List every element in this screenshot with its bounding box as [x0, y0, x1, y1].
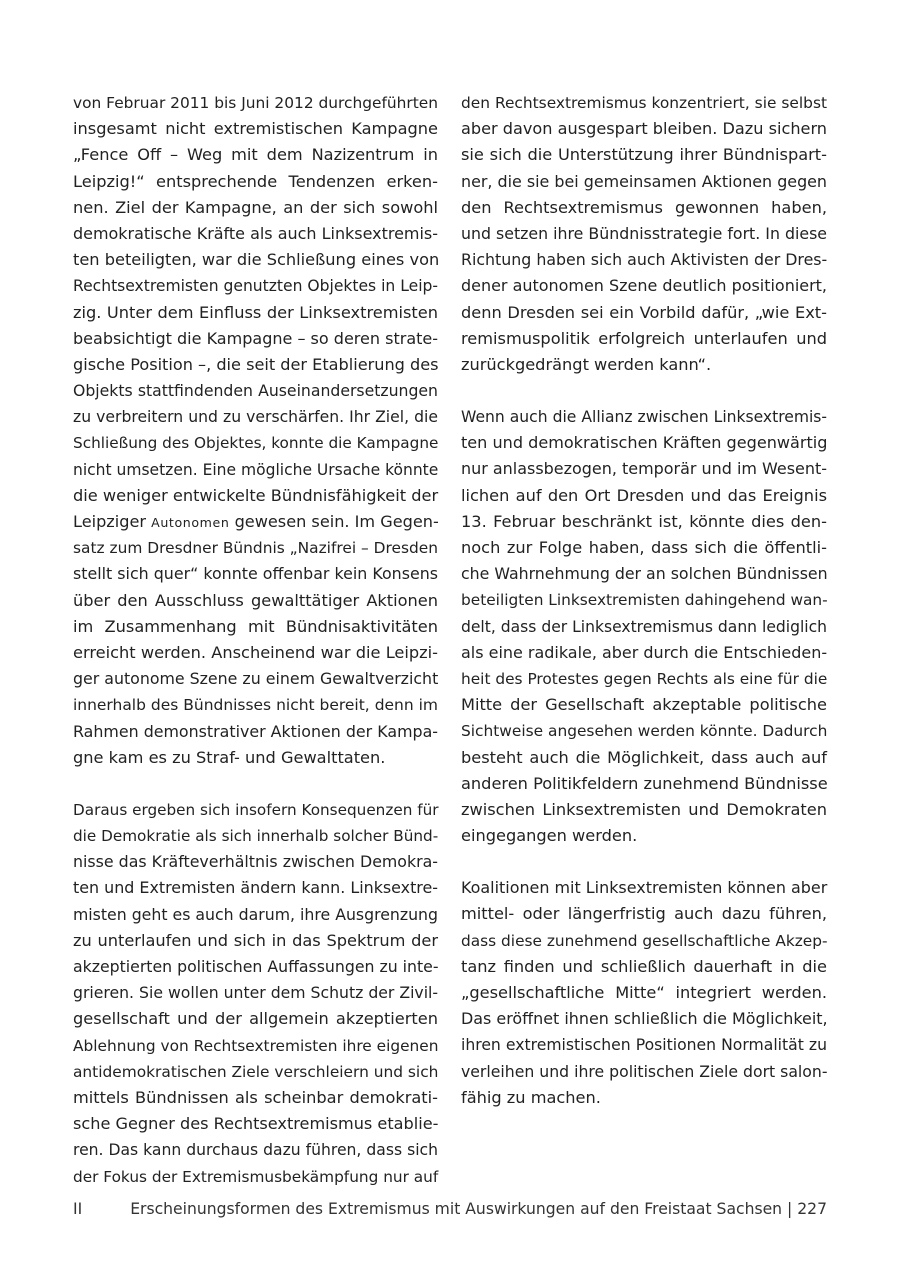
text-line: insgesamt nicht extremistischen Kampagne: [73, 119, 438, 139]
text-line: zwischen Linksextremisten und Demokraten: [461, 799, 827, 819]
text-line: demokratische Kräfte als auch Linksextremis-: [73, 223, 438, 243]
text-line: ger autonome Szene zu einem Gewaltverzicht: [73, 669, 439, 689]
text-line: über den Ausschluss gewalttätiger Aktionen: [73, 590, 438, 610]
text-line: zig. Unter dem Einfluss der Linksextremisten: [73, 302, 438, 322]
text-fragment: gewesen sein. Im Gegen-: [229, 512, 439, 531]
text-line: akzeptierten politischen Auffassungen zu inte-: [73, 957, 439, 976]
text-line: ihren extremistischen Positionen Normalität zu: [461, 1035, 827, 1055]
text-line: ten und Extremisten ändern kann. Linksextre-: [73, 878, 438, 898]
text-line: ren. Das kann durchaus dazu führen, dass sich: [73, 1141, 438, 1160]
text-line: Schließung des Objektes, konnte die Kampagne: [73, 434, 439, 453]
text-line: nisse das Kräfteverhältnis zwischen Demokra-: [73, 852, 438, 872]
paragraph-gap: [73, 771, 438, 797]
text-line: aber davon ausgespart bleiben. Dazu sichern: [461, 119, 827, 139]
paragraph-left-1: [73, 90, 438, 771]
text-line: verleihen und ihre politischen Ziele dort salon-: [461, 1061, 828, 1081]
text-line: Ablehnung von Rechtsextremisten ihre eigenen: [73, 1036, 439, 1055]
paragraph-right-3: [461, 875, 827, 1111]
text-line: grieren. Sie wollen unter dem Schutz der Zivil-: [73, 983, 439, 1003]
text-line: Sichtweise angesehen werden könnte. Dadurch: [461, 722, 828, 741]
text-line: „Fence Off – Weg mit dem Nazizentrum in: [73, 145, 438, 165]
text-line: Leipzig!“ entsprechende Tendenzen erken-: [73, 171, 438, 191]
text-line: zu verbreitern und zu verschärfen. Ihr Ziel, die: [73, 407, 438, 427]
text-line: zu unterlaufen und sich in das Spektrum der: [73, 930, 438, 950]
text-line: von Februar 2011 bis Juni 2012 durchgeführten: [73, 94, 438, 112]
text-line: mittels Bündnissen als scheinbar demokrati-: [73, 1087, 438, 1107]
text-line: nur anlassbezogen, temporär und im Wesent-: [461, 459, 828, 479]
text-line: gische Position –, die seit der Etablierung des: [73, 354, 439, 374]
text-line: antidemokratischen Ziele verschleiern und sich: [73, 1062, 439, 1081]
paragraph-right-1: [461, 90, 827, 378]
text-line: Mitte der Gesellschaft akzeptable politische: [461, 695, 827, 715]
text-fragment: Leipziger: [73, 512, 152, 531]
text-line: die weniger entwickelte Bündnisfähigkeit der: [73, 485, 439, 505]
text-line: gesellschaft und der allgemein akzeptierten: [73, 1009, 438, 1029]
text-line: Wenn auch die Allianz zwischen Linksextremis-: [461, 408, 827, 427]
text-line: Richtung haben sich auch Aktivisten der Dres-: [461, 250, 828, 270]
text-line: und setzen ihre Bündnisstrategie fort. In diese: [461, 223, 827, 243]
text-line: zurückgedrängt werden kann“.: [461, 354, 712, 374]
text-line: che Wahrnehmung der an solchen Bündnissen: [461, 564, 828, 584]
text-line: nicht umsetzen. Eine mögliche Ursache könnte: [73, 460, 439, 479]
text-line: misten geht es auch darum, ihre Ausgrenzung: [73, 904, 438, 924]
text-line: Rahmen demonstrativer Aktionen der Kampa-: [73, 721, 438, 741]
text-line: innerhalb des Bündnisses nicht bereit, denn im: [73, 696, 438, 715]
text-line: remismuspolitik erfolgreich unterlaufen und: [461, 328, 827, 348]
running-title-and-page-number: Erscheinungsformen des Extremismus mit Auswirkungen auf den Freistaat Sachsen | 227: [130, 1200, 827, 1218]
text-line: lichen auf den Ort Dresden und das Ereignis: [461, 485, 827, 505]
text-line: tanz finden und schließlich dauerhaft in die: [461, 956, 827, 976]
text-line: Rechtsextremisten genutzten Objektes in Leip-: [73, 277, 438, 296]
text-line: den Rechtsextremismus gewonnen haben,: [461, 197, 827, 217]
text-line: eingegangen werden.: [461, 826, 638, 846]
text-line: ten beteiligten, war die Schließung eines von: [73, 250, 440, 270]
text-line: satz zum Dresdner Bündnis „Nazifrei – Dresden: [73, 539, 438, 558]
smallcaps-term: Autonomen: [151, 515, 230, 530]
paragraph-gap: [461, 849, 827, 875]
text-line: dass diese zunehmend gesellschaftliche Akzep-: [461, 931, 828, 950]
text-line: beabsichtigt die Kampagne – so deren strate-: [73, 328, 439, 348]
text-line: Das eröffnet ihnen schließlich die Möglichkeit,: [461, 1009, 828, 1029]
text-line: im Zusammenhang mit Bündnisaktivitäten: [73, 616, 438, 636]
text-line: 13. Februar beschränkt ist, könnte dies den-: [461, 511, 827, 531]
chapter-number: II: [73, 1200, 83, 1218]
paragraph-gap: [461, 378, 827, 404]
text-line: dener autonomen Szene deutlich positioniert,: [461, 276, 827, 296]
text-line: sche Gegner des Rechtsextremismus etablie-: [73, 1114, 439, 1134]
text-line: die Demokratie als sich innerhalb solcher Bünd-: [73, 827, 439, 846]
text-line: delt, dass der Linksextremismus dann lediglich: [461, 617, 827, 636]
text-line: gne kam es zu Straf- und Gewalttaten.: [73, 747, 386, 767]
text-line: anderen Politikfeldern zunehmend Bündnisse: [461, 773, 828, 793]
text-line: „gesellschaftliche Mitte“ integriert werden.: [461, 983, 827, 1002]
text-line: stellt sich quer“ konnte offenbar kein Konsens: [73, 564, 438, 584]
text-line: den Rechtsextremismus konzentriert, sie selbst: [461, 94, 827, 112]
text-line: Koalitionen mit Linksextremisten können aber: [461, 878, 828, 898]
text-line: ner, die sie bei gemeinsamen Aktionen gegen: [461, 171, 827, 191]
text-line: mittel- oder längerfristig auch dazu führen,: [461, 904, 827, 924]
text-line: besteht auch die Möglichkeit, dass auch auf: [461, 747, 827, 767]
text-line: beteiligten Linksextremisten dahingehend wan-: [461, 591, 828, 610]
text-line-with-smallcaps: [73, 509, 438, 535]
text-line: als eine radikale, aber durch die Entschieden-: [461, 642, 828, 662]
text-line: heit des Protestes gegen Rechts als eine für die: [461, 669, 828, 688]
text-line: sie sich die Unterstützung ihrer Bündnispart-: [461, 145, 827, 165]
paragraph-right-2: [461, 404, 827, 849]
text-line: denn Dresden sei ein Vorbild dafür, „wie Ext-: [461, 302, 827, 322]
text-line: noch zur Folge haben, dass sich die öffentli-: [461, 538, 827, 557]
text-line: der Fokus der Extremismusbekämpfung nur auf: [73, 1167, 439, 1186]
text-line: Daraus ergeben sich insofern Konsequenzen für: [73, 800, 439, 819]
text-line: nen. Ziel der Kampagne, an der sich sowohl: [73, 197, 438, 217]
right-column: [461, 90, 827, 1111]
left-column: [73, 90, 438, 1190]
text-line: erreicht werden. Anscheinend war die Leipzi-: [73, 642, 438, 662]
text-line: Objekts stattfindenden Auseinandersetzungen: [73, 381, 438, 401]
paragraph-left-2: [73, 797, 438, 1190]
text-line: ten und demokratischen Kräften gegenwärtig: [461, 433, 828, 453]
text-line: fähig zu machen.: [461, 1087, 601, 1107]
